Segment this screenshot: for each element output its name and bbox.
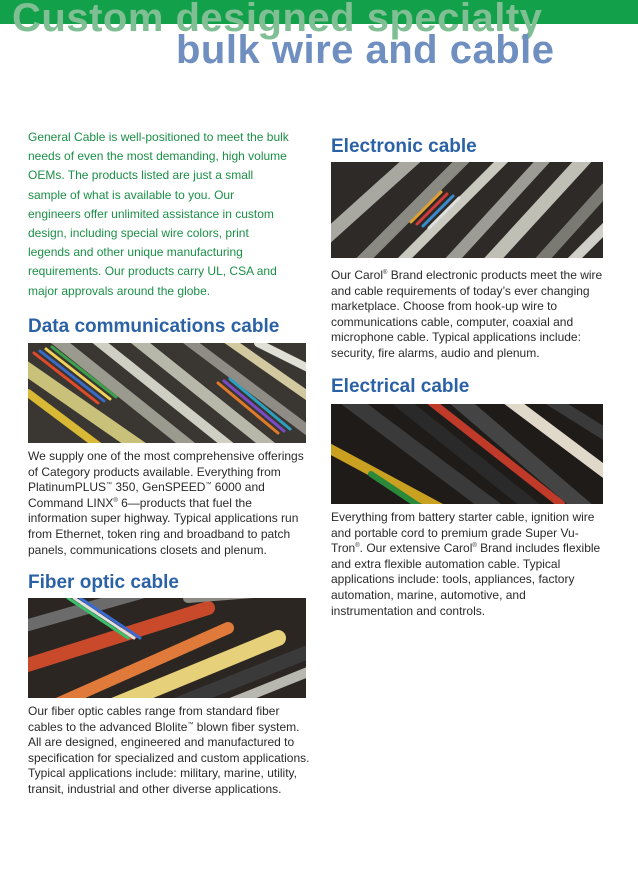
electronic-description: Our Carol® Brand electronic products meet the wire and cable requirements of today’s ever changing marketplace. Choose from hook-up wire to communications cable, computer, coaxial and microphone cable. Typical applications include: security, fire alarms, audio and plenum.	[331, 268, 603, 360]
data-cable-photo	[28, 343, 306, 443]
section-title-electrical: Electrical cable	[331, 376, 470, 397]
fiber-cable-photo	[28, 598, 306, 698]
section-title-electronic: Electronic cable	[331, 136, 477, 157]
intro-paragraph: General Cable is well-positioned to meet the bulk needs of even the most demanding, high volume OEMs. The products listed are just a small sample of what is available to you. Our engineers offer unlimited assistance in custom design, including special wire colors, print legends and other unique manufacturing requirements. Our products carry UL, CSA and major approvals around the globe.	[28, 130, 289, 298]
section-title-data-communications: Data communications cable	[28, 316, 280, 337]
section-title-fiber-optic: Fiber optic cable	[28, 572, 179, 593]
electrical-cable-photo	[331, 404, 603, 504]
page-header	[0, 0, 638, 78]
data-communications-description: We supply one of the most comprehensive offerings of Category products available. Everything from PlatinumPLUS™ 350, GenSPEED™ 6000 and Command LINX® 6—products that fuel the information super highway. Typical applications run from Ethernet, token ring and broadband to patch panels, communications closets and plenum.	[28, 449, 304, 557]
electrical-description: Everything from battery starter cable, ignition wire and portable cord to premium grade Super Vu-Tron®. Our extensive Carol® Brand includes flexible and extra flexible automation cable. Typical applications include: tools, appliances, factory automation, marine, automotive, and instrumentation and controls.	[331, 510, 601, 618]
header-title-line1: Custom designed specialty	[12, 0, 543, 40]
header-title-line2: bulk wire and cable	[176, 28, 555, 72]
fiber-optic-description: Our fiber optic cables range from standard fiber cables to the advanced Blolite™ blown fiber system. All are designed, engineered and manufactured to specification for specialized and custom applications. Typical applications include: military, marine, utility, transit, industrial and other diverse applications.	[28, 704, 310, 796]
electronic-cable-photo	[331, 162, 603, 258]
